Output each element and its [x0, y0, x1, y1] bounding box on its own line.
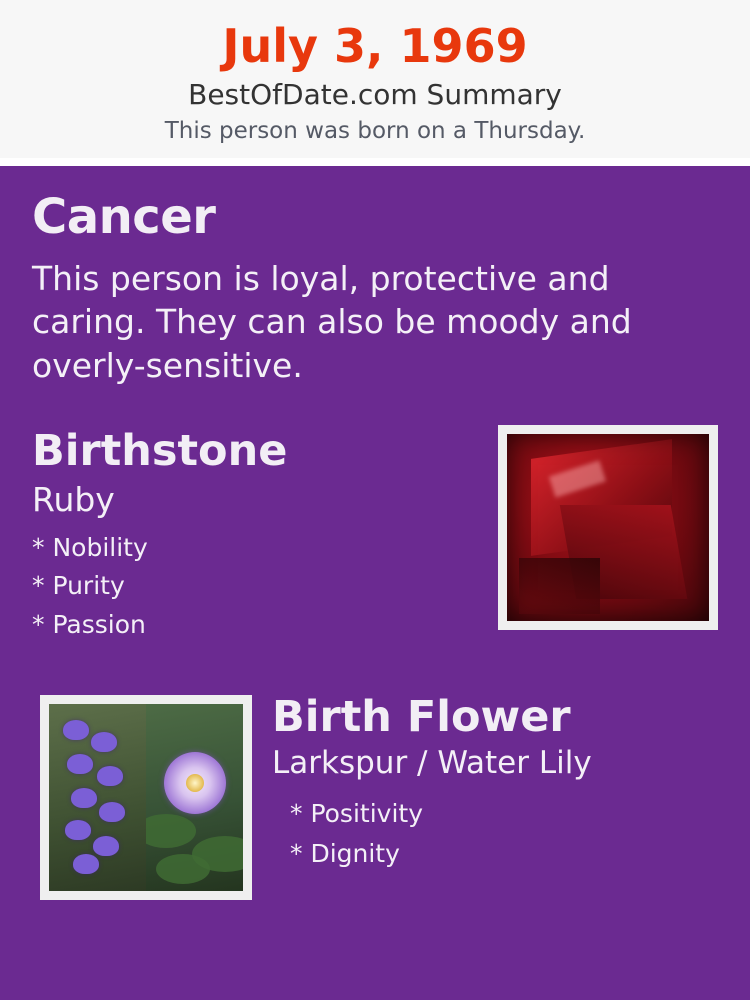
birth-weekday-text: This person was born on a Thursday.	[164, 118, 586, 145]
birthstone-trait: * Purity	[32, 571, 125, 601]
birthstone-trait: * Passion	[32, 610, 146, 639]
birth-flower-section	[32, 692, 718, 910]
birth-flower-trait: * Positivity	[290, 798, 423, 828]
birth-flower-text-block	[272, 692, 718, 873]
birthstone-heading: Birthstone	[32, 426, 288, 477]
details-panel	[0, 166, 750, 1000]
site-summary-label: BestOfDate.com Summary	[188, 78, 562, 112]
birthstone-text-block	[32, 426, 462, 644]
zodiac-description: This person is loyal, protective and caring. They can also be moody and overly-sensitive.	[32, 258, 632, 385]
birth-flower-name: Larkspur / Water Lily	[272, 744, 592, 781]
birthstone-name: Ruby	[32, 479, 115, 519]
page-title: July 3, 1969	[222, 19, 528, 73]
flower-photo-pair	[49, 704, 243, 891]
birthstone-photo	[498, 425, 718, 630]
header-divider	[0, 158, 750, 166]
larkspur-icon	[49, 704, 146, 891]
header	[0, 0, 750, 158]
birthstone-trait: * Nobility	[32, 532, 148, 562]
birth-flower-heading: Birth Flower	[272, 692, 571, 743]
water-lily-icon	[146, 704, 243, 891]
ruby-gemstone-icon	[507, 434, 709, 621]
zodiac-sign-name: Cancer	[32, 189, 216, 246]
birthstone-section	[32, 426, 718, 649]
birth-flower-photo	[40, 695, 252, 900]
birth-flower-trait: * Dignity	[290, 838, 400, 868]
